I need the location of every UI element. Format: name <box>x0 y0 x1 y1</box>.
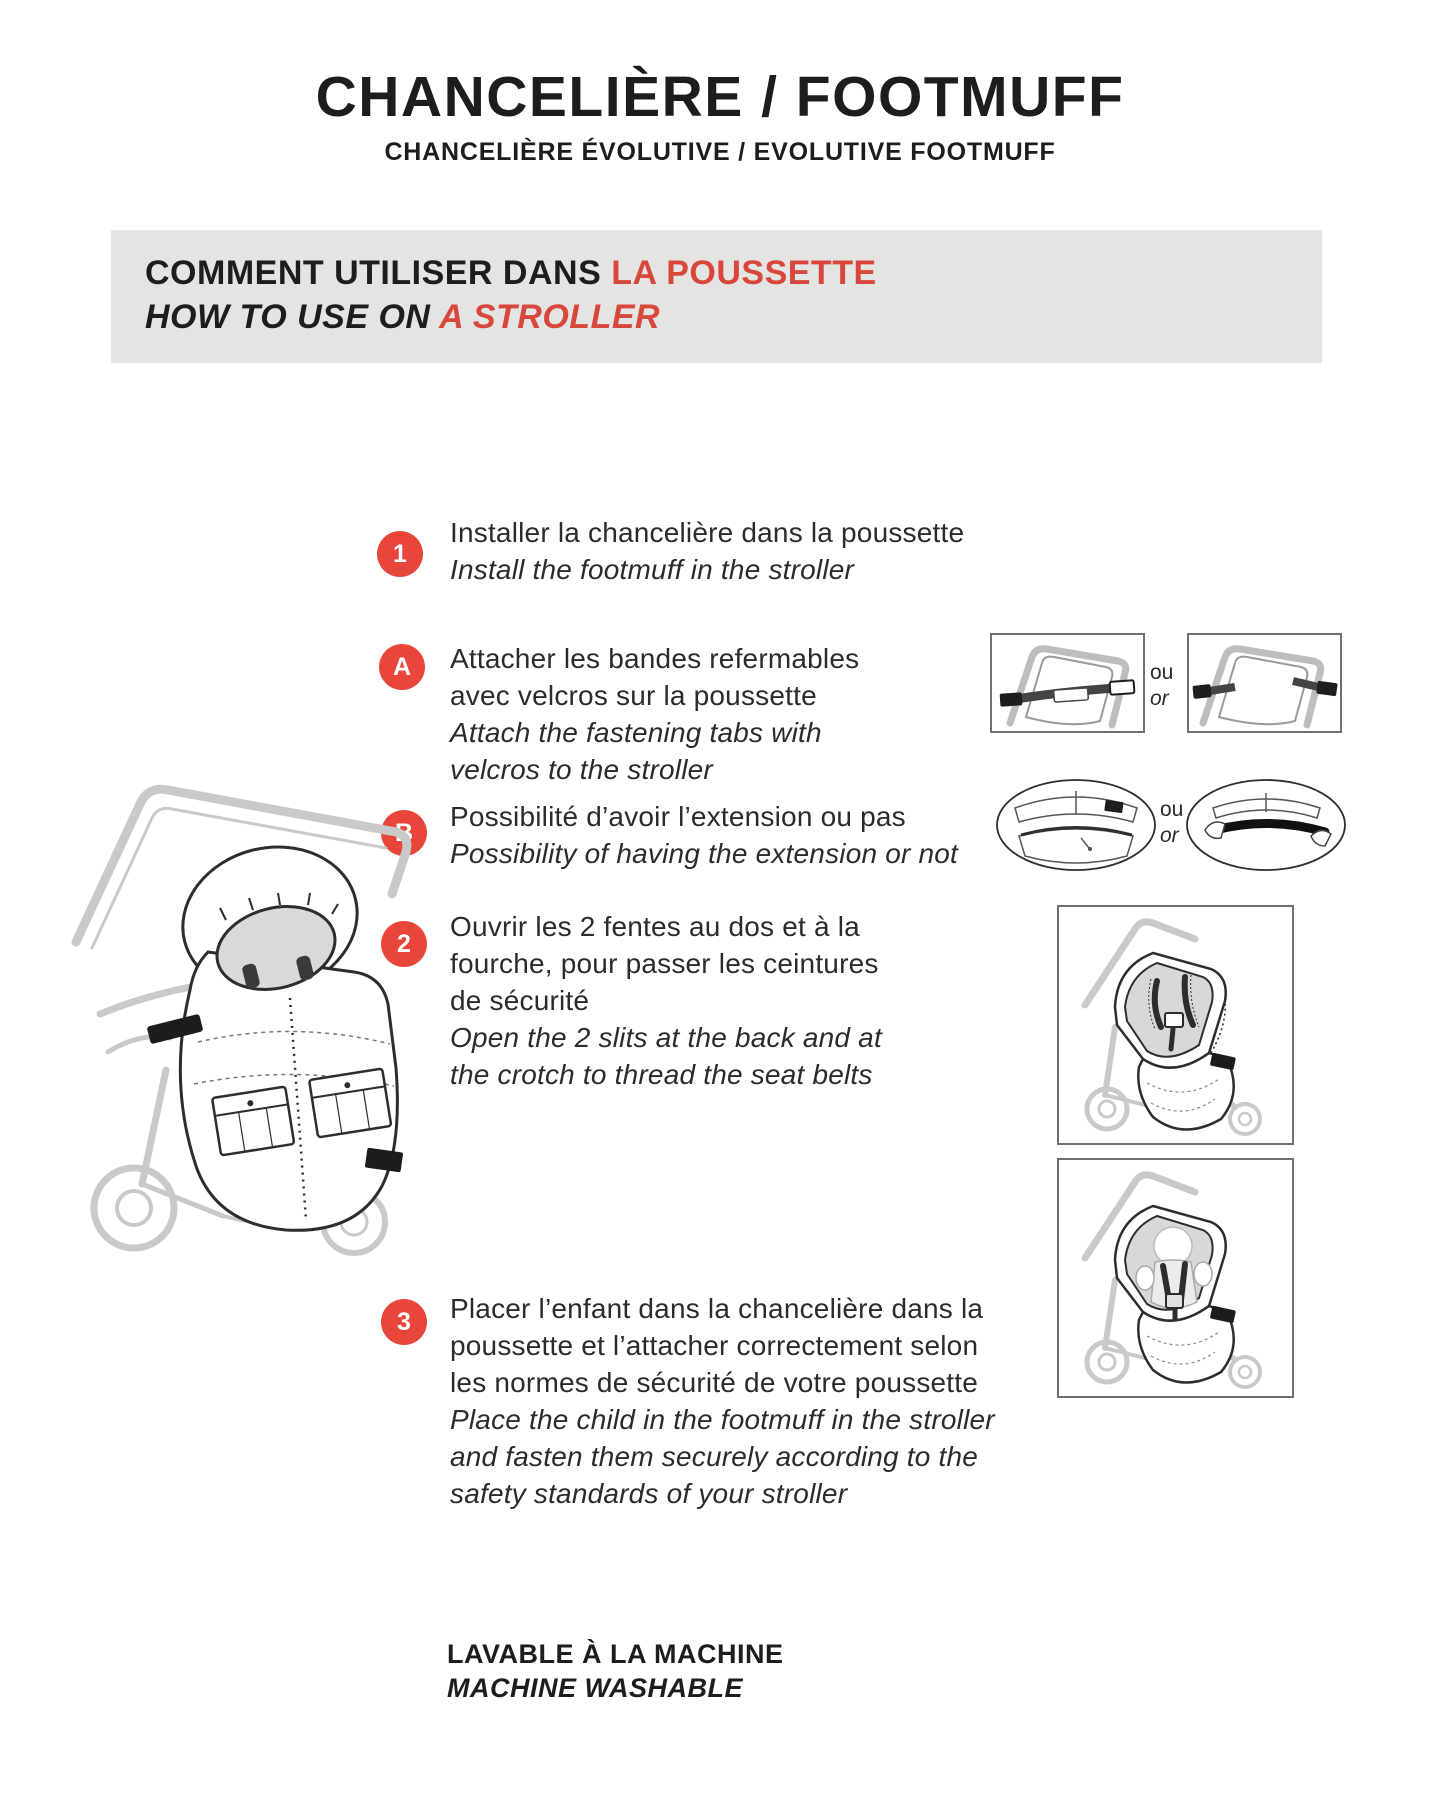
step-3-fr-line: poussette et l’attacher correctement selon <box>450 1330 979 1361</box>
section-banner <box>111 230 1322 363</box>
step-2-text <box>450 908 882 1093</box>
ou-label: ou <box>1160 798 1184 821</box>
step-a-badge: A <box>379 644 425 690</box>
banner-line-fr <box>145 251 1322 295</box>
step-1-fr-line: Installer la chancelière dans la poussette <box>450 517 965 548</box>
page-subtitle: CHANCELIÈRE ÉVOLUTIVE / EVOLUTIVE FOOTMUFF <box>384 138 1056 166</box>
step-1-text <box>450 514 964 588</box>
step-3-en-line: and fasten them securely according to the <box>450 1441 979 1472</box>
step-b-en-line: Possibility of having the extension or not <box>450 838 959 869</box>
step-3-fr-line: Placer l’enfant dans la chancelière dans la <box>450 1293 984 1324</box>
step-a-en-line: Attach the fastening tabs with <box>450 717 822 748</box>
step-2-en-line: the crotch to thread the seat belts <box>450 1059 873 1090</box>
banner-fr-prefix: COMMENT UTILISER DANS <box>145 254 612 292</box>
extension-option-1-illustration <box>995 778 1157 872</box>
ou-label: ou <box>1150 661 1174 684</box>
stroller-footmuff-illustration <box>48 752 463 1257</box>
seatbelt-slits-illustration <box>1057 905 1294 1145</box>
step-3-en-line: safety standards of your stroller <box>450 1478 848 1509</box>
washing-note <box>447 1637 783 1705</box>
step-3-fr-line: les normes de sécurité de votre poussette <box>450 1367 979 1398</box>
step-2-badge: 2 <box>381 921 427 967</box>
washing-note-en: MACHINE WASHABLE <box>447 1673 743 1703</box>
ou-or-label <box>1160 797 1183 849</box>
step-2-fr-line: de sécurité <box>450 985 590 1016</box>
banner-en-highlight: A STROLLER <box>439 298 661 336</box>
banner-en-prefix: HOW TO USE ON <box>145 298 440 336</box>
step-3-text <box>450 1290 995 1512</box>
step-a-fr-line: avec velcros sur la poussette <box>450 680 817 711</box>
step-2-fr-line: Ouvrir les 2 fentes au dos et à la <box>450 911 860 942</box>
extension-option-2-illustration <box>1185 778 1347 872</box>
step-b-text <box>450 798 958 872</box>
step-1-en-line: Install the footmuff in the stroller <box>450 554 855 585</box>
child-in-footmuff-illustration <box>1057 1158 1294 1398</box>
step-a-text <box>450 640 859 788</box>
step-a-en-line: velcros to the stroller <box>450 754 713 785</box>
velcro-strap-option-2-illustration <box>1187 633 1342 733</box>
or-label: or <box>1160 824 1179 847</box>
washing-note-fr: LAVABLE À LA MACHINE <box>447 1639 784 1669</box>
ou-or-label <box>1150 660 1173 712</box>
or-label: or <box>1150 687 1169 710</box>
step-2-en-line: Open the 2 slits at the back and at <box>450 1022 882 1053</box>
step-3-badge: 3 <box>381 1299 427 1345</box>
step-b-fr-line: Possibilité d’avoir l’extension ou pas <box>450 801 906 832</box>
step-3-en-line: Place the child in the footmuff in the stroller <box>450 1404 995 1435</box>
page-title: CHANCELIÈRE / FOOTMUFF <box>315 65 1125 129</box>
velcro-strap-option-1-illustration <box>990 633 1145 733</box>
step-1-badge: 1 <box>377 531 423 577</box>
step-b-badge: B <box>381 810 427 856</box>
banner-line-en <box>145 295 1322 339</box>
banner-fr-highlight: LA POUSSETTE <box>611 254 877 292</box>
step-a-fr-line: Attacher les bandes refermables <box>450 643 860 674</box>
step-2-fr-line: fourche, pour passer les ceintures <box>450 948 879 979</box>
